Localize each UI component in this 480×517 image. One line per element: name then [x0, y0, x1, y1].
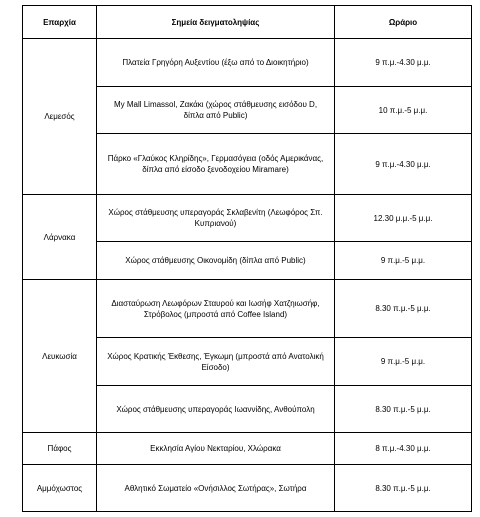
hours-cell: 8.30 π.μ.-5 μ.μ. [335, 280, 472, 338]
hours-cell: 9 π.μ.-4.30 μ.μ. [335, 39, 472, 87]
location-cell: Διασταύρωση Λεωφόρων Σταυρού και Ιωσήφ Χατζηιωσήφ, Στρόβολος (μπροστά από Coffee Island) [97, 280, 335, 338]
location-cell: Εκκλησία Αγίου Νεκταρίου, Χλώρακα [97, 433, 335, 465]
sampling-schedule-table [22, 5, 472, 512]
location-cell: Χώρος στάθμευσης υπεραγοράς Ιωαννίδης, Ανθούπολη [97, 386, 335, 433]
hours-cell: 8.30 π.μ.-5 μ.μ. [335, 386, 472, 433]
location-cell: Χώρος στάθμευσης υπεραγοράς Σκλαβενίτη (Λεωφόρος Σπ. Κυπριανού) [97, 195, 335, 242]
table-row [23, 280, 472, 338]
district-cell-famagusta: Αμμόχωστος [23, 465, 97, 512]
hours-cell: 9 π.μ.-5 μ.μ. [335, 242, 472, 280]
table-header-row [23, 6, 472, 39]
district-cell-larnaca: Λάρνακα [23, 195, 97, 280]
hours-cell: 12.30 μ.μ.-5 μ.μ. [335, 195, 472, 242]
table-row [23, 195, 472, 242]
location-cell: Πάρκο «Γλαύκος Κληρίδης», Γερμασόγεια (οδός Αμερικάνας, δίπλα από είσοδο ξενοδοχείου Miramare) [97, 134, 335, 195]
hours-cell: 8.30 π.μ.-5 μ.μ. [335, 465, 472, 512]
district-cell-nicosia: Λευκωσία [23, 280, 97, 433]
location-cell: Πλατεία Γρηγόρη Αυξεντίου (έξω από το Διοικητήριο) [97, 39, 335, 87]
table-row [23, 465, 472, 512]
header-district: Επαρχία [23, 6, 97, 39]
hours-cell: 8 π.μ.-4.30 μ.μ. [335, 433, 472, 465]
location-cell: Χώρος στάθμευσης Οικονομίδη (δίπλα από Public) [97, 242, 335, 280]
table-row [23, 39, 472, 87]
hours-cell: 10 π.μ.-5 μ.μ. [335, 87, 472, 134]
hours-cell: 9 π.μ.-5 μ.μ. [335, 338, 472, 386]
location-cell: Αθλητικό Σωματείο «Ονήσιλλος Σωτήρας», Σωτήρα [97, 465, 335, 512]
table-row [23, 433, 472, 465]
header-hours: Ωράριο [335, 6, 472, 39]
hours-cell: 9 π.μ.-4.30 μ.μ. [335, 134, 472, 195]
document-page [22, 5, 471, 511]
district-cell-paphos: Πάφος [23, 433, 97, 465]
header-location: Σημεία δειγματοληψίας [97, 6, 335, 39]
location-cell: Χώρος Κρατικής Έκθεσης, Έγκωμη (μπροστά από Ανατολική Είσοδο) [97, 338, 335, 386]
district-cell-limassol: Λεμεσός [23, 39, 97, 195]
location-cell: My Mall Limassol, Ζακάκι (χώρος στάθμευσης εισόδου D, δίπλα από Public) [97, 87, 335, 134]
